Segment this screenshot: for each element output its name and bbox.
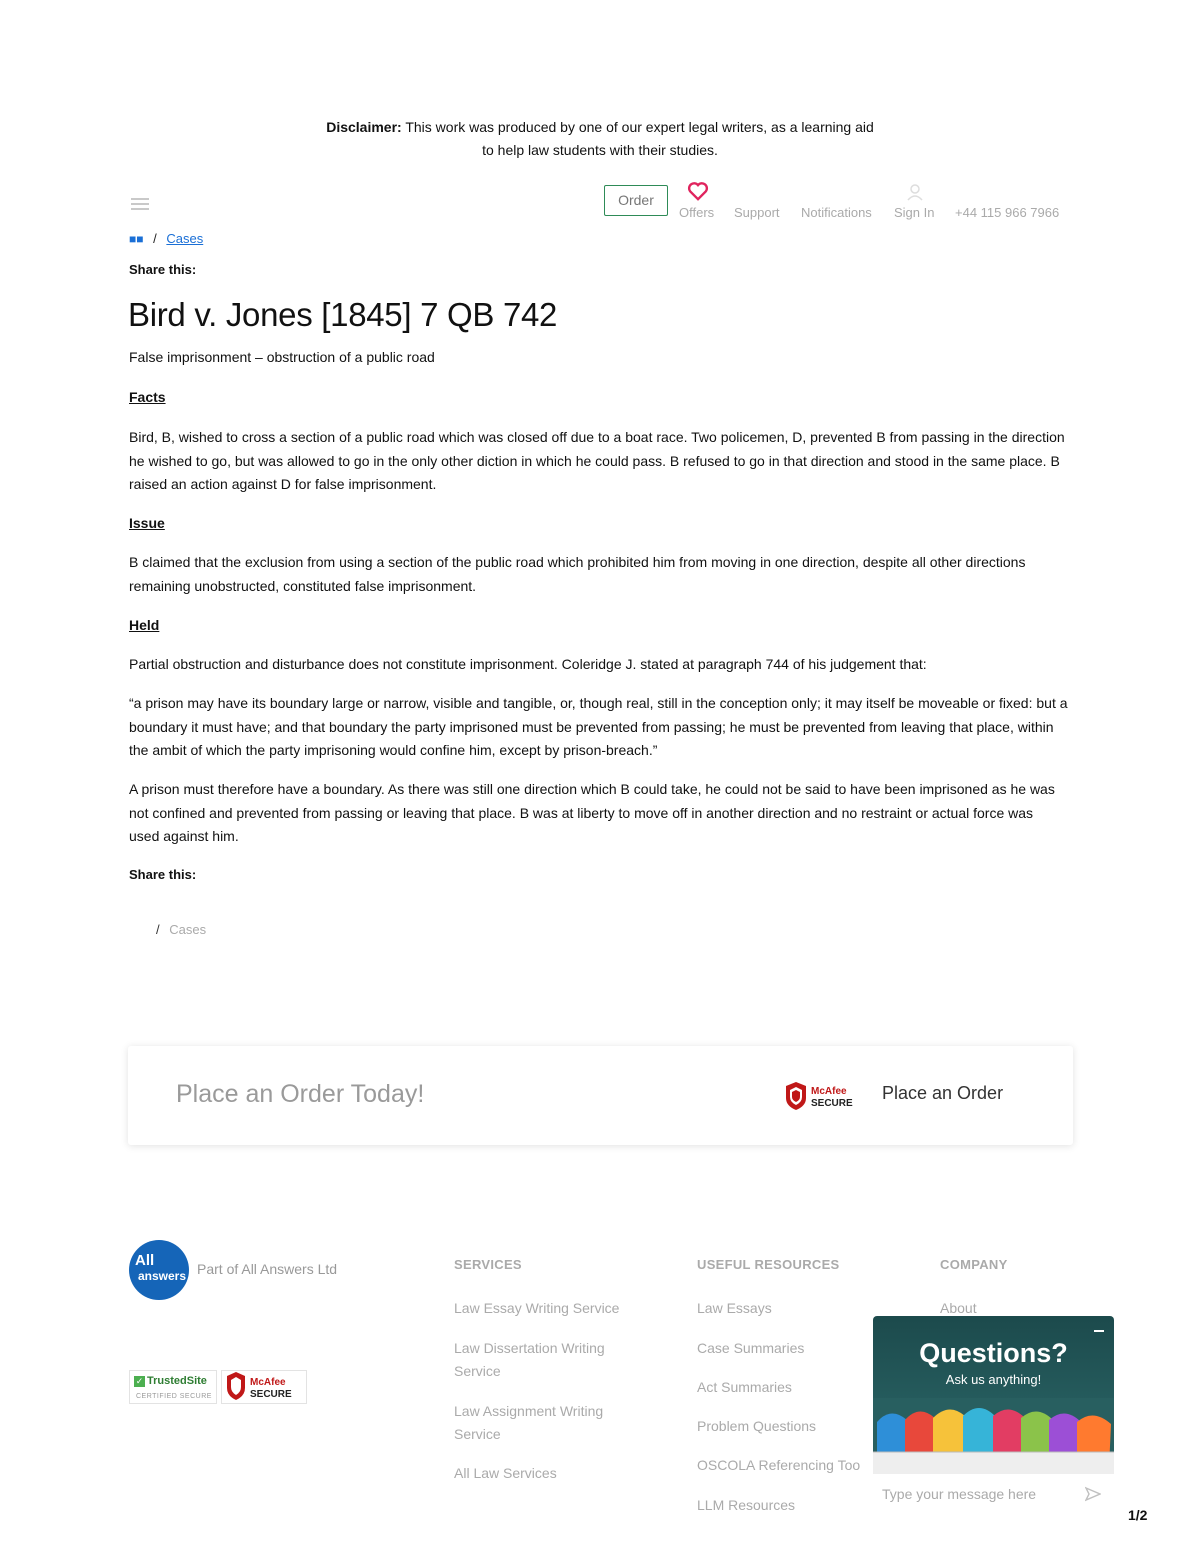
breadcrumb-bottom — [156, 922, 206, 937]
held-paragraph-2: A prison must therefore have a boundary. As there was still one direction which B could take, he could not be said to have been imprisoned as he was not confined and prevented from passing or leaving that place. B was at liberty to move off in another direction and no restraint or actual force was used against him. — [129, 781, 1055, 844]
disclaimer-line-2: to help law students with their studies. — [482, 142, 718, 158]
mcafee-footer-line2: SECURE — [250, 1389, 292, 1400]
footer-link-oscola-referencing[interactable]: OSCOLA Referencing Too — [697, 1457, 861, 1473]
nav-offers[interactable]: Offers — [679, 205, 715, 220]
mcafee-footer-badge[interactable] — [221, 1370, 307, 1404]
disclaimer-label: Disclaimer: — [326, 119, 402, 135]
chat-subtitle: Ask us anything! — [945, 1372, 1042, 1387]
share-label-top: Share this: — [129, 262, 197, 277]
footer-link-law-assignment-writing[interactable]: Law Assignment Writing — [454, 1403, 604, 1419]
check-icon: ✓ — [135, 1376, 144, 1386]
footer-link-law-essay-writing[interactable]: Law Essay Writing Service — [454, 1300, 620, 1316]
facts-heading: Facts — [129, 389, 166, 405]
disclaimer-line-1: This work was produced by one of our expert legal writers, as a learning aid — [405, 119, 874, 135]
trustedsite-name: TrustedSite — [147, 1375, 207, 1387]
nav-notifications[interactable]: Notifications — [801, 205, 872, 220]
trustedsite-badge[interactable] — [129, 1370, 217, 1404]
order-card — [128, 1046, 1073, 1145]
order-card-title: Place an Order Today! — [176, 1080, 425, 1108]
part-of-label: Part of All Answers Ltd — [197, 1261, 338, 1277]
nav-phone[interactable]: +44 115 966 7966 — [955, 205, 1060, 220]
mcafee-badge-line2: SECURE — [811, 1098, 853, 1109]
order-button[interactable]: Order — [604, 185, 668, 216]
logo-line-2: answers — [138, 1269, 187, 1283]
page-number: 1/2 — [1128, 1507, 1148, 1523]
resources-heading: USEFUL RESOURCES — [697, 1257, 840, 1272]
facts-paragraph: Bird, B, wished to cross a section of a public road which was closed off due to a boat race. Two policemen, D, prevented B from passing in the direction he wished to go, but was allowed to go in the only other diction in which he could pass. B refused to go in that direction and stood in the same place. B raised an action against D for false imprisonment. — [129, 429, 1065, 492]
share-label-bottom: Share this: — [129, 867, 197, 882]
footer-link-all-law-services[interactable]: All Law Services — [454, 1465, 557, 1481]
held-heading: Held — [129, 617, 160, 633]
chat-banner — [873, 1316, 1114, 1474]
nav-support[interactable]: Support — [734, 205, 780, 220]
mcafee-footer-line1: McAfee — [250, 1377, 286, 1388]
footer-link-case-summaries[interactable]: Case Summaries — [697, 1340, 805, 1356]
footer-link-about[interactable]: About — [940, 1300, 977, 1316]
footer-link-llm-resources[interactable]: LLM Resources — [697, 1497, 796, 1513]
held-paragraph-1: Partial obstruction and disturbance does not constitute imprisonment. Coleridge J. stated at paragraph 744 of his judgement that: — [129, 656, 927, 672]
breadcrumb-separator: / — [153, 231, 157, 246]
services-heading: SERVICES — [454, 1257, 522, 1272]
breadcrumb-bottom-cases-link[interactable]: Cases — [169, 922, 207, 937]
footer-link-act-summaries[interactable]: Act Summaries — [697, 1379, 792, 1395]
page-title: Bird v. Jones [1845] 7 QB 742 — [128, 296, 558, 333]
mcafee-badge-line1: McAfee — [811, 1086, 847, 1097]
menu-icon[interactable] — [131, 198, 149, 213]
disclaimer — [250, 116, 950, 162]
issue-heading: Issue — [129, 515, 165, 531]
logo-line-1: All — [135, 1252, 155, 1269]
send-icon[interactable] — [1085, 1486, 1101, 1502]
nav-sign-in[interactable]: Sign In — [894, 205, 935, 220]
footer-link-law-dissertation-writing[interactable]: Law Dissertation Writing — [454, 1340, 605, 1356]
books-illustration — [873, 1398, 1114, 1474]
chat-title: Questions? — [919, 1338, 1068, 1368]
user-icon[interactable] — [906, 183, 924, 201]
footer-link-problem-questions[interactable]: Problem Questions — [697, 1418, 817, 1434]
footer-link-law-dissertation-writing-cont[interactable]: Service — [454, 1363, 501, 1379]
footer-link-law-assignment-writing-cont[interactable]: Service — [454, 1426, 501, 1442]
chat-input[interactable]: Type your message here — [882, 1486, 1037, 1502]
issue-paragraph: B claimed that the exclusion from using a section of the public road which prohibited him from moving in one direction, despite all other directions remaining unobstructed, constituted false imprisonment. — [129, 554, 1026, 594]
page-subtitle: False imprisonment – obstruction of a public road — [129, 349, 435, 365]
trustedsite-sub: CERTIFIED SECURE — [136, 1393, 212, 1400]
all-answers-logo[interactable] — [129, 1240, 189, 1300]
chat-widget[interactable] — [873, 1316, 1114, 1518]
mcafee-shield-icon — [222, 1371, 306, 1403]
mcafee-badge — [784, 1082, 868, 1110]
footer-link-law-essays[interactable]: Law Essays — [697, 1300, 772, 1316]
breadcrumb-cases-link[interactable]: Cases — [166, 231, 204, 246]
company-heading: COMPANY — [940, 1257, 1008, 1272]
place-order-link[interactable]: Place an Order — [882, 1083, 1004, 1103]
held-quote: “a prison may have its boundary large or narrow, visible and tangible, or, though real, still in the conception only; it may itself be moveable or fixed: but a boundary it must have; and that boundary the party imprisoned must be prevented from passing; he must be prevented from leaving that place, within the ambit of which the party imprisoning would confine him, except by prison-breach.” — [129, 695, 1068, 758]
heart-icon[interactable] — [687, 181, 709, 201]
breadcrumb-bottom-separator: / — [156, 922, 160, 937]
breadcrumb — [129, 231, 203, 246]
home-icon[interactable]: ■■ — [129, 232, 144, 246]
minimize-icon[interactable] — [1094, 1330, 1104, 1332]
